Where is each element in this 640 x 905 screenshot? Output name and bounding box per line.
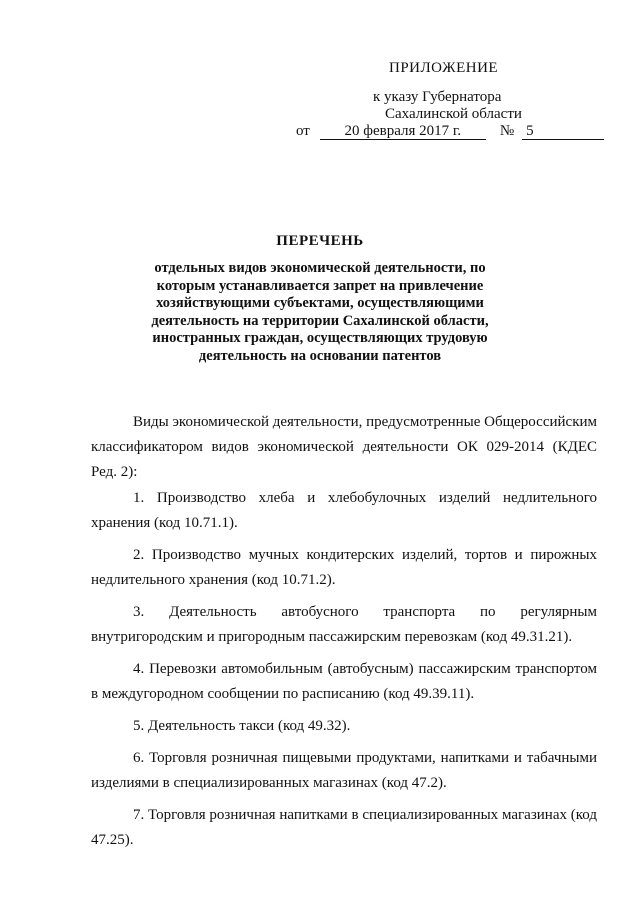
list-item: 5. Деятельность такси (код 49.32). (133, 718, 351, 734)
list-item: 6. Торговля розничная пищевыми продуктами, напитками и табачными изделиями в специализированных магазинах (код 47.2). (91, 750, 597, 791)
decree-date: 20 февраля 2017 г. (320, 123, 486, 140)
list-item: 2. Производство мучных кондитерских изделий, тортов и пирожных недлительного хранения (код 10.71.2). (91, 547, 597, 588)
list-item: 3. Деятельность автобусного транспорта по регулярным внутригородским и пригородным пассажирским перевозкам (код 49.31.21). (91, 604, 597, 645)
decree-number: 5 (522, 123, 604, 140)
document-title: ПЕРЕЧЕНЬ (276, 233, 364, 249)
intro-paragraph: Виды экономической деятельности, предусмотренные Общероссийским классификатором видов экономической деятельности ОК 029-2014 (КДЕС Ред. 2): (91, 414, 598, 480)
appendix-title: ПРИЛОЖЕНИЕ (389, 60, 499, 76)
list-item: 7. Торговля розничная напитками в специализированных магазинах (код 47.25). (91, 807, 597, 848)
document-subtitle: отдельных видов экономической деятельности, по которым устанавливается запрет на привлечение хозяйствующими субъектами, осуществляющими деятельность на территории Сахалинской области, иностранных граждан, осуществляющих трудовую деятельность на основании патентов (151, 260, 489, 364)
appendix-date-row (296, 123, 604, 140)
activity-list (91, 486, 597, 860)
number-label: № (499, 123, 515, 139)
appendix-region-line: Сахалинской области (385, 106, 522, 122)
list-item: 1. Производство хлеба и хлебобулочных изделий недлительного хранения (код 10.71.1). (91, 490, 597, 531)
date-prefix: от (296, 123, 310, 139)
list-item: 4. Перевозки автомобильным (автобусным) пассажирским транспортом в междугородном сообщении по расписанию (код 49.39.11). (91, 661, 597, 702)
appendix-decree-line: к указу Губернатора (373, 89, 502, 105)
